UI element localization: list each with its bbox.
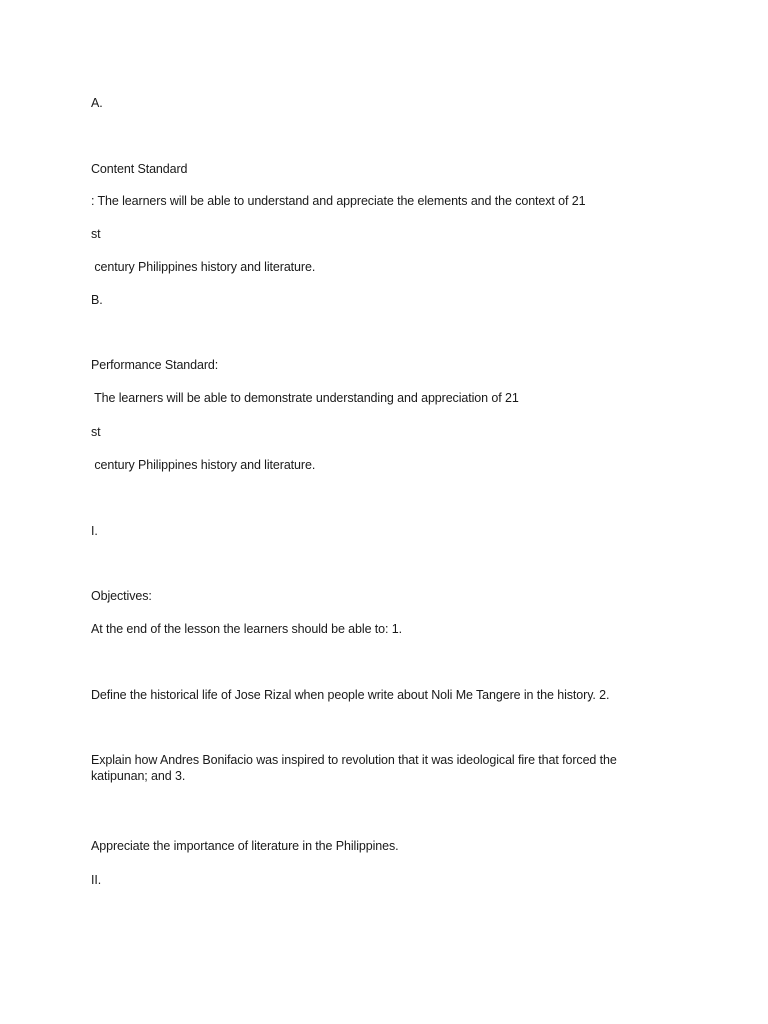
objective-3: Appreciate the importance of literature in the Philippines.: [91, 839, 399, 853]
content-standard-heading: Content Standard: [91, 162, 188, 176]
objective-1: Define the historical life of Jose Rizal when people write about Noli Me Tangere in the history. 2.: [91, 688, 610, 702]
section-i-marker: I.: [91, 524, 98, 538]
performance-standard-heading: Performance Standard:: [91, 358, 219, 372]
content-standard-text: : The learners will be able to understand and appreciate the elements and the context of 21: [91, 194, 586, 208]
content-standard-text-continued: century Philippines history and literature.: [91, 260, 316, 274]
performance-standard-text: The learners will be able to demonstrate understanding and appreciation of 21: [91, 391, 519, 405]
objective-2: Explain how Andres Bonifacio was inspired to revolution that it was ideological fire that forced the katipunan; and 3.: [91, 753, 617, 783]
performance-standard-text-continued: century Philippines history and literature.: [91, 458, 316, 472]
section-b-marker: B.: [91, 293, 103, 307]
objectives-intro: At the end of the lesson the learners should be able to: 1.: [91, 622, 402, 636]
objectives-heading: Objectives:: [91, 589, 152, 603]
section-ii-marker: II.: [91, 873, 102, 887]
performance-standard-superscript: st: [91, 425, 101, 439]
content-standard-superscript: st: [91, 227, 101, 241]
section-a-marker: A.: [91, 96, 103, 110]
